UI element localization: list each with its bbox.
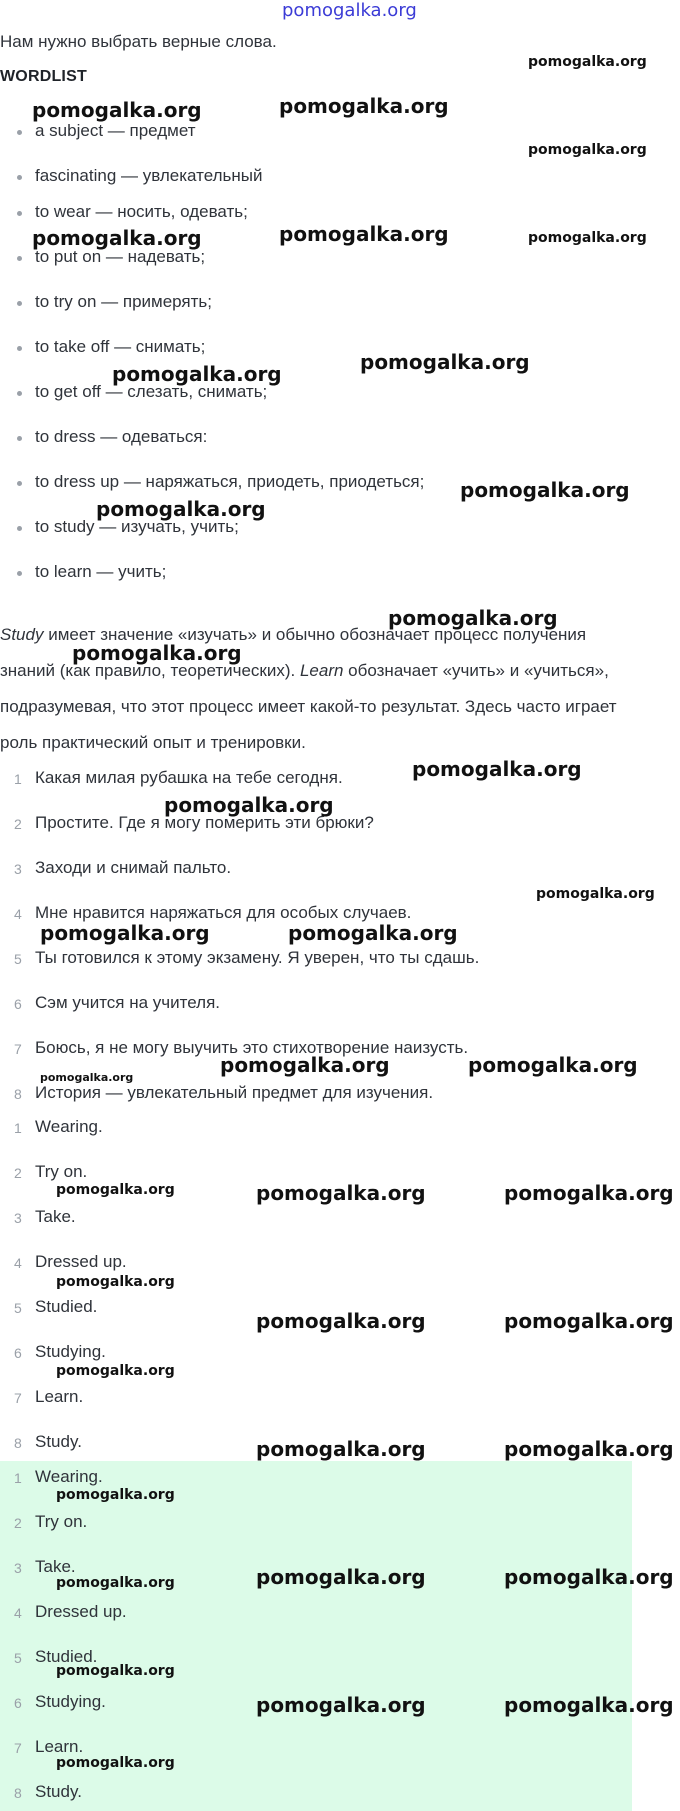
numbered-item: 3 Заходи и снимай пальто. bbox=[14, 858, 232, 877]
watermark: pomogalka.org bbox=[468, 1053, 638, 1077]
bullet-icon bbox=[17, 391, 22, 396]
wordlist-entry: to study — изучать, учить; bbox=[35, 517, 239, 536]
watermark: pomogalka.org bbox=[112, 362, 282, 386]
watermark: pomogalka.org bbox=[56, 1575, 175, 1591]
numbered-item: 8 История — увлекательный предмет для изучения. bbox=[14, 1083, 434, 1102]
watermark: pomogalka.org bbox=[528, 230, 647, 246]
numbered-item: 4 Dressed up. bbox=[14, 1602, 127, 1621]
list-item bbox=[0, 559, 680, 589]
watermark: pomogalka.org bbox=[220, 1053, 390, 1077]
wordlist-entry: to dress — одеваться: bbox=[35, 427, 208, 446]
watermark: pomogalka.org bbox=[360, 350, 530, 374]
bullet-icon bbox=[17, 571, 22, 576]
watermark: pomogalka.org bbox=[56, 1363, 175, 1379]
wordlist-entry: to try on — примерять; bbox=[35, 292, 212, 311]
wordlist-entry: fascinating — увлекательный bbox=[35, 166, 263, 185]
list-item bbox=[0, 379, 680, 409]
intro-text: Нам нужно выбрать верные слова. bbox=[0, 32, 277, 51]
bullet-icon bbox=[17, 301, 22, 306]
watermark: pomogalka.org bbox=[536, 886, 655, 902]
bullet-icon bbox=[17, 526, 22, 531]
watermark: pomogalka.org bbox=[40, 1071, 134, 1084]
watermark: pomogalka.org bbox=[164, 793, 334, 817]
bullet-icon bbox=[17, 256, 22, 261]
watermark: pomogalka.org bbox=[388, 606, 558, 630]
wordlist-entry: to take off — снимать; bbox=[35, 337, 206, 356]
numbered-item: 6 Сэм учится на учителя. bbox=[14, 993, 220, 1012]
watermark: pomogalka.org bbox=[56, 1663, 175, 1679]
numbered-item: 5 Studied. bbox=[14, 1647, 98, 1666]
numbered-item: 1 Wearing. bbox=[14, 1117, 103, 1136]
bullet-icon bbox=[17, 211, 22, 216]
site-watermark-link[interactable]: pomogalka.org bbox=[282, 0, 417, 21]
numbered-item: 8 Study. bbox=[14, 1432, 82, 1451]
list-item bbox=[0, 163, 680, 193]
explanation-line: Study имеет значение «изучать» и обычно обозначает процесс получения bbox=[0, 625, 587, 644]
watermark: pomogalka.org bbox=[279, 222, 449, 246]
watermark: pomogalka.org bbox=[504, 1309, 674, 1333]
watermark: pomogalka.org bbox=[528, 54, 647, 70]
wordlist-entry: to learn — учить; bbox=[35, 562, 167, 581]
watermark: pomogalka.org bbox=[256, 1309, 426, 1333]
list-item bbox=[0, 289, 680, 319]
watermark: pomogalka.org bbox=[460, 478, 630, 502]
watermark: pomogalka.org bbox=[504, 1181, 674, 1205]
watermark: pomogalka.org bbox=[32, 98, 202, 122]
bullet-icon bbox=[17, 130, 22, 135]
numbered-item: 1 Wearing. bbox=[14, 1467, 103, 1486]
numbered-item: 3 Take. bbox=[14, 1557, 76, 1576]
watermark: pomogalka.org bbox=[56, 1487, 175, 1503]
wordlist-entry: to dress up — наряжаться, приодеть, приодеться; bbox=[35, 472, 425, 491]
bullet-icon bbox=[17, 346, 22, 351]
term-learn: Learn bbox=[299, 661, 344, 680]
explanation-line: знаний (как правило, теоретических). Learn обозначает «учить» и «учиться», bbox=[0, 661, 609, 680]
explanation-line: роль практический опыт и тренировки. bbox=[0, 733, 306, 752]
watermark: pomogalka.org bbox=[56, 1755, 175, 1771]
numbered-item: 5 Studied. bbox=[14, 1297, 98, 1316]
numbered-item: 8 Study. bbox=[14, 1782, 82, 1801]
watermark: pomogalka.org bbox=[528, 142, 647, 158]
watermark: pomogalka.org bbox=[288, 921, 458, 945]
bullet-icon bbox=[17, 436, 22, 441]
watermark: pomogalka.org bbox=[56, 1182, 175, 1198]
explanation-line: подразумевая, что этот процесс имеет какой-то результат. Здесь часто играет bbox=[0, 697, 617, 716]
list-item bbox=[0, 334, 680, 364]
watermark: pomogalka.org bbox=[504, 1437, 674, 1461]
wordlist-title: WORDLIST bbox=[0, 68, 87, 85]
numbered-item: 2 Try on. bbox=[14, 1512, 88, 1531]
wordlist-entry: a subject — предмет bbox=[35, 121, 196, 140]
numbered-item: 7 Learn. bbox=[14, 1737, 84, 1756]
list-item bbox=[0, 424, 680, 454]
bullet-icon bbox=[17, 481, 22, 486]
numbered-item: 1 Какая милая рубашка на тебе сегодня. bbox=[14, 768, 343, 787]
numbered-item: 2 Простите. Где я могу померить эти брюки? bbox=[14, 813, 374, 832]
watermark: pomogalka.org bbox=[504, 1565, 674, 1589]
watermark: pomogalka.org bbox=[56, 1274, 175, 1290]
numbered-item: 6 Studying. bbox=[14, 1342, 106, 1361]
numbered-item: 7 Боюсь, я не могу выучить это стихотворение наизусть. bbox=[14, 1038, 469, 1057]
watermark: pomogalka.org bbox=[256, 1181, 426, 1205]
watermark: pomogalka.org bbox=[32, 226, 202, 250]
numbered-item: 4 Мне нравится наряжаться для особых случаев. bbox=[14, 903, 412, 922]
watermark: pomogalka.org bbox=[279, 94, 449, 118]
watermark: pomogalka.org bbox=[256, 1693, 426, 1717]
watermark: pomogalka.org bbox=[504, 1693, 674, 1717]
numbered-item: 5 Ты готовился к этому экзамену. Я уверен, что ты сдашь. bbox=[14, 948, 480, 967]
watermark: pomogalka.org bbox=[96, 497, 266, 521]
wordlist-entry: to get off — слезать, снимать; bbox=[35, 382, 268, 401]
numbered-item: 3 Take. bbox=[14, 1207, 76, 1226]
bullet-icon bbox=[17, 175, 22, 180]
watermark: pomogalka.org bbox=[256, 1565, 426, 1589]
wordlist-entry: to put on — надевать; bbox=[35, 247, 206, 266]
watermark: pomogalka.org bbox=[40, 921, 210, 945]
watermark: pomogalka.org bbox=[412, 757, 582, 781]
numbered-item: 7 Learn. bbox=[14, 1387, 84, 1406]
term-study: Study bbox=[0, 625, 44, 644]
numbered-item: 2 Try on. bbox=[14, 1162, 88, 1181]
watermark: pomogalka.org bbox=[72, 641, 242, 665]
numbered-item: 4 Dressed up. bbox=[14, 1252, 127, 1271]
numbered-item: 6 Studying. bbox=[14, 1692, 106, 1711]
watermark: pomogalka.org bbox=[256, 1437, 426, 1461]
wordlist-entry: to wear — носить, одевать; bbox=[35, 202, 248, 221]
